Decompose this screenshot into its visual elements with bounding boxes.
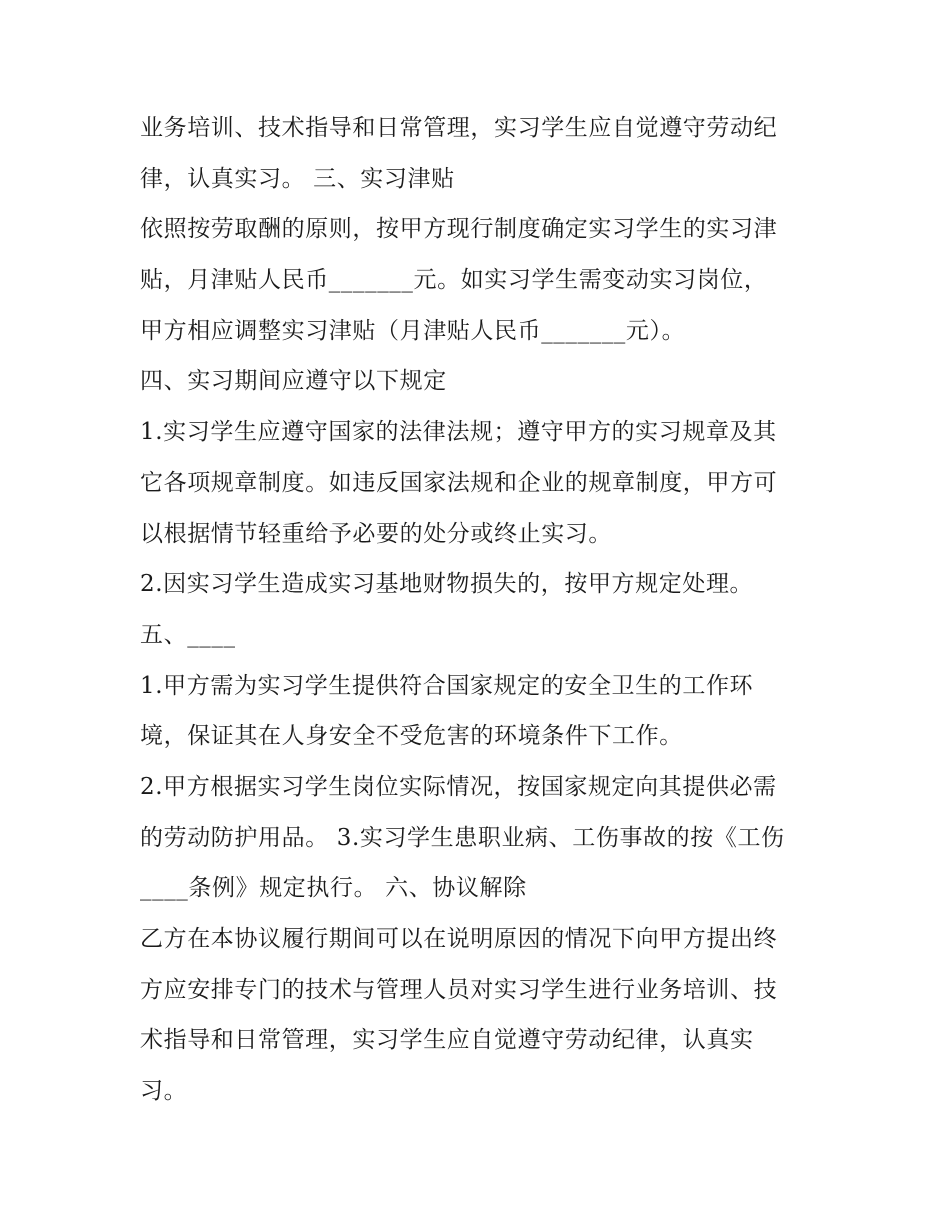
section-heading: 五、____ bbox=[140, 621, 236, 648]
text-line: 乙方在本协议履行期间可以在说明原因的情况下向甲方提出终 bbox=[140, 926, 778, 952]
text-line: 境，保证其在人身安全不受危害的环境条件下工作。 bbox=[140, 723, 683, 750]
text-line: 依照按劳取酬的原则，按甲方现行制度确定实习学生的实习津 bbox=[140, 216, 778, 243]
text-line: 习。 bbox=[140, 1078, 188, 1105]
text-line: 1.实习学生应遵守国家的法律法规；遵守甲方的实习规章及其 bbox=[140, 419, 777, 446]
text-line: 1.甲方需为实习学生提供符合国家规定的安全卫生的工作环 bbox=[140, 672, 754, 699]
text-line: 甲方相应调整实习津贴（月津贴人民币_______元）。 bbox=[140, 317, 686, 344]
section-heading: 四、实习期间应遵守以下规定 bbox=[140, 368, 447, 395]
text-line: 它各项规章制度。如违反国家法规和企业的规章制度，甲方可 bbox=[140, 469, 778, 496]
text-line: 贴，月津贴人民币_______元。如实习学生需变动实习岗位， bbox=[140, 267, 768, 294]
text-line: 业务培训、技术指导和日常管理，实习学生应自觉遵守劳动纪 bbox=[140, 115, 778, 141]
text-line: ____条例》规定执行。 六、协议解除 bbox=[140, 875, 527, 902]
text-line: 2.因实习学生造成实习基地财物损失的，按甲方规定处理。 bbox=[140, 571, 754, 598]
text-line: 2.甲方根据实习学生岗位实际情况，按国家规定向其提供必需 bbox=[140, 773, 777, 800]
document-body bbox=[140, 103, 820, 1117]
text-line: 术指导和日常管理，实习学生应自觉遵守劳动纪律，认真实 bbox=[140, 1027, 754, 1054]
text-line: 的劳动防护用品。 3.实习学生患职业病、工伤事故的按《工伤 bbox=[140, 824, 785, 851]
text-line: 方应安排专门的技术与管理人员对实习学生进行业务培训、技 bbox=[140, 976, 778, 1003]
text-line: 以根据情节轻重给予必要的处分或终止实习。 bbox=[140, 520, 612, 547]
text-line: 律，认真实习。 三、实习津贴 bbox=[140, 165, 455, 192]
